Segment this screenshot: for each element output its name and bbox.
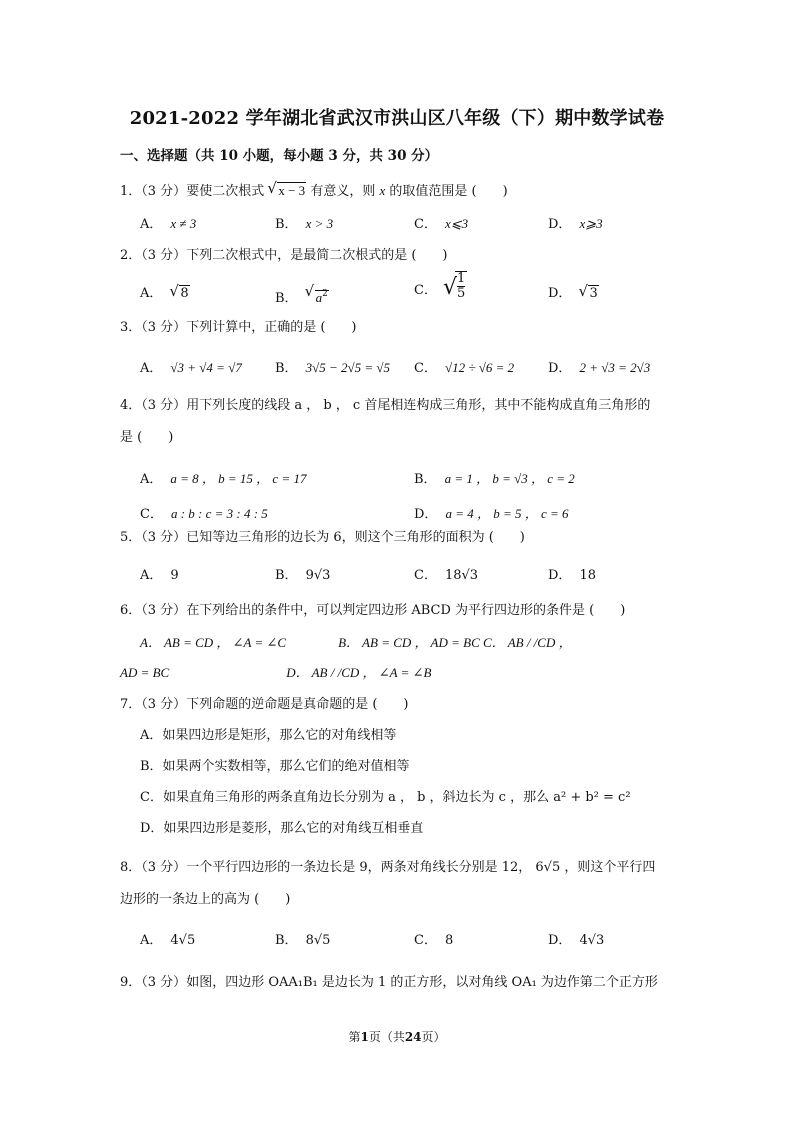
question-number: 9．（3 分） (120, 975, 187, 990)
option-d: D． x⩾3 (548, 216, 603, 232)
option-c: C． √12 ÷ √6 = 2 (414, 360, 515, 376)
option-d: D． 18 (548, 568, 596, 583)
option-c: C． a : b : c = 3 : 4 : 5 (140, 506, 268, 522)
options-line-1: A． AB = CD ， ∠A = ∠C B． AB = CD ， AD = BC C． AB / /CD ， (140, 635, 572, 650)
option-b: B． a = 1 ， b = √3 ， c = 2 (414, 471, 575, 487)
page-title: 2021-2022 学年湖北省武汉市洪山区八年级（下）期中数学试卷 (129, 108, 665, 129)
question-text: 要使二次根式 (186, 184, 265, 199)
option-a: A． x ≠ 3 (140, 216, 197, 232)
option-d: D．√ 3 (548, 279, 599, 309)
option-a: A． a = 8 ， b = 15 ， c = 17 (140, 471, 307, 487)
option-d: D． 4√3 (548, 933, 605, 948)
question-4 (120, 390, 680, 529)
options-line-2: AD = BC D． AB / /CD ， ∠A = ∠B (120, 665, 432, 680)
question-text: 已知等边三角形的边长为 6，则这个三角形的面积为 ( ) (186, 530, 525, 545)
question-text: 边形的一条边上的高为 ( ) (120, 892, 291, 907)
question-number: 3．（3 分） (120, 320, 187, 335)
option-b: B． 9√3 (275, 568, 331, 583)
option-b: B．√ $a^2$ (275, 279, 329, 314)
option-d: D． a = 4 ， b = 5 ， c = 6 (414, 506, 569, 522)
option-b: B．如果两个实数相等，那么它们的绝对值相等 (140, 759, 410, 774)
question-number: 2．（3 分） (120, 248, 187, 263)
option-a: A． 9 (140, 568, 179, 583)
question-text: 在下列给出的条件中，可以判定四边形 ABCD 为平行四边形的条件是 ( ) (186, 603, 626, 618)
question-number: 4．（3 分） (120, 398, 187, 413)
option-b: B． x > 3 (275, 216, 334, 232)
question-7 (120, 690, 680, 844)
option-b: B． 8√5 (275, 933, 331, 948)
question-number: 1．（3 分） (120, 184, 187, 199)
question-text: 如图，四边形 OAA₁B₁ 是边长为 1 的正方形，以对角线 OA₁ 为边作第二个正方形 (186, 975, 658, 990)
question-text: 下列计算中，正确的是 ( ) (186, 320, 357, 335)
option-c: C． x⩽3 (414, 216, 469, 232)
option-d: D． 2 + √3 = 2√3 (548, 360, 651, 376)
option-c: C． 8 (414, 933, 454, 948)
option-a: A．如果四边形是矩形，那么它的对角线相等 (140, 728, 397, 743)
variable: x (379, 183, 386, 198)
question-5 (120, 523, 680, 591)
question-1 (120, 176, 680, 239)
option-b: B． 3√5 − 2√5 = √5 (275, 360, 391, 376)
question-2 (120, 241, 680, 315)
option-c: C． √ $\frac{1}{5}$ (414, 271, 467, 309)
radical-expression: √ x − 3 (268, 176, 306, 207)
question-text: 有意义，则 (310, 184, 376, 199)
question-text: 是 ( ) (120, 430, 174, 445)
question-text: 用下列长度的线段 a ， b ， c 首尾相连构成三角形，其中不能构成直角三角形的 (186, 398, 651, 413)
question-6 (120, 596, 680, 688)
option-c: C．如果直角三角形的两条直角边长分别为 a ， b ，斜边长为 c ，那么 a² + b² = c² (140, 790, 631, 805)
option-c: C． 18√3 (414, 568, 479, 583)
question-text: 的取值范围是 ( ) (389, 184, 508, 199)
option-a: A． 4√5 (140, 933, 196, 948)
question-number: 6．（3 分） (120, 603, 187, 618)
option-a: A．√ 8 (140, 279, 190, 309)
current-page-number: 1 (360, 1030, 369, 1044)
page-footer: 第1页（共24页） (348, 1030, 446, 1044)
option-d: D．如果四边形是菱形，那么它的对角线互相垂直 (140, 821, 424, 836)
total-page-count: 24 (404, 1030, 422, 1044)
question-number: 7．（3 分） (120, 697, 187, 712)
question-text: 一个平行四边形的一条边长是 9，两条对角线长分别是 12， 6√5 ，则这个平行四 (186, 860, 656, 875)
question-number: 8．（3 分） (120, 860, 187, 875)
section-heading: 一、选择题（共 10 小题，每小题 3 分，共 30 分） (120, 148, 439, 164)
question-text: 下列二次根式中，是最简二次根式的是 ( ) (186, 248, 448, 263)
question-9 (120, 968, 680, 998)
question-number: 5．（3 分） (120, 530, 187, 545)
question-text: 下列命题的逆命题是真命题的是 ( ) (186, 697, 409, 712)
question-3 (120, 313, 680, 383)
question-8 (120, 852, 680, 956)
option-a: A． √3 + √4 = √7 (140, 360, 242, 376)
